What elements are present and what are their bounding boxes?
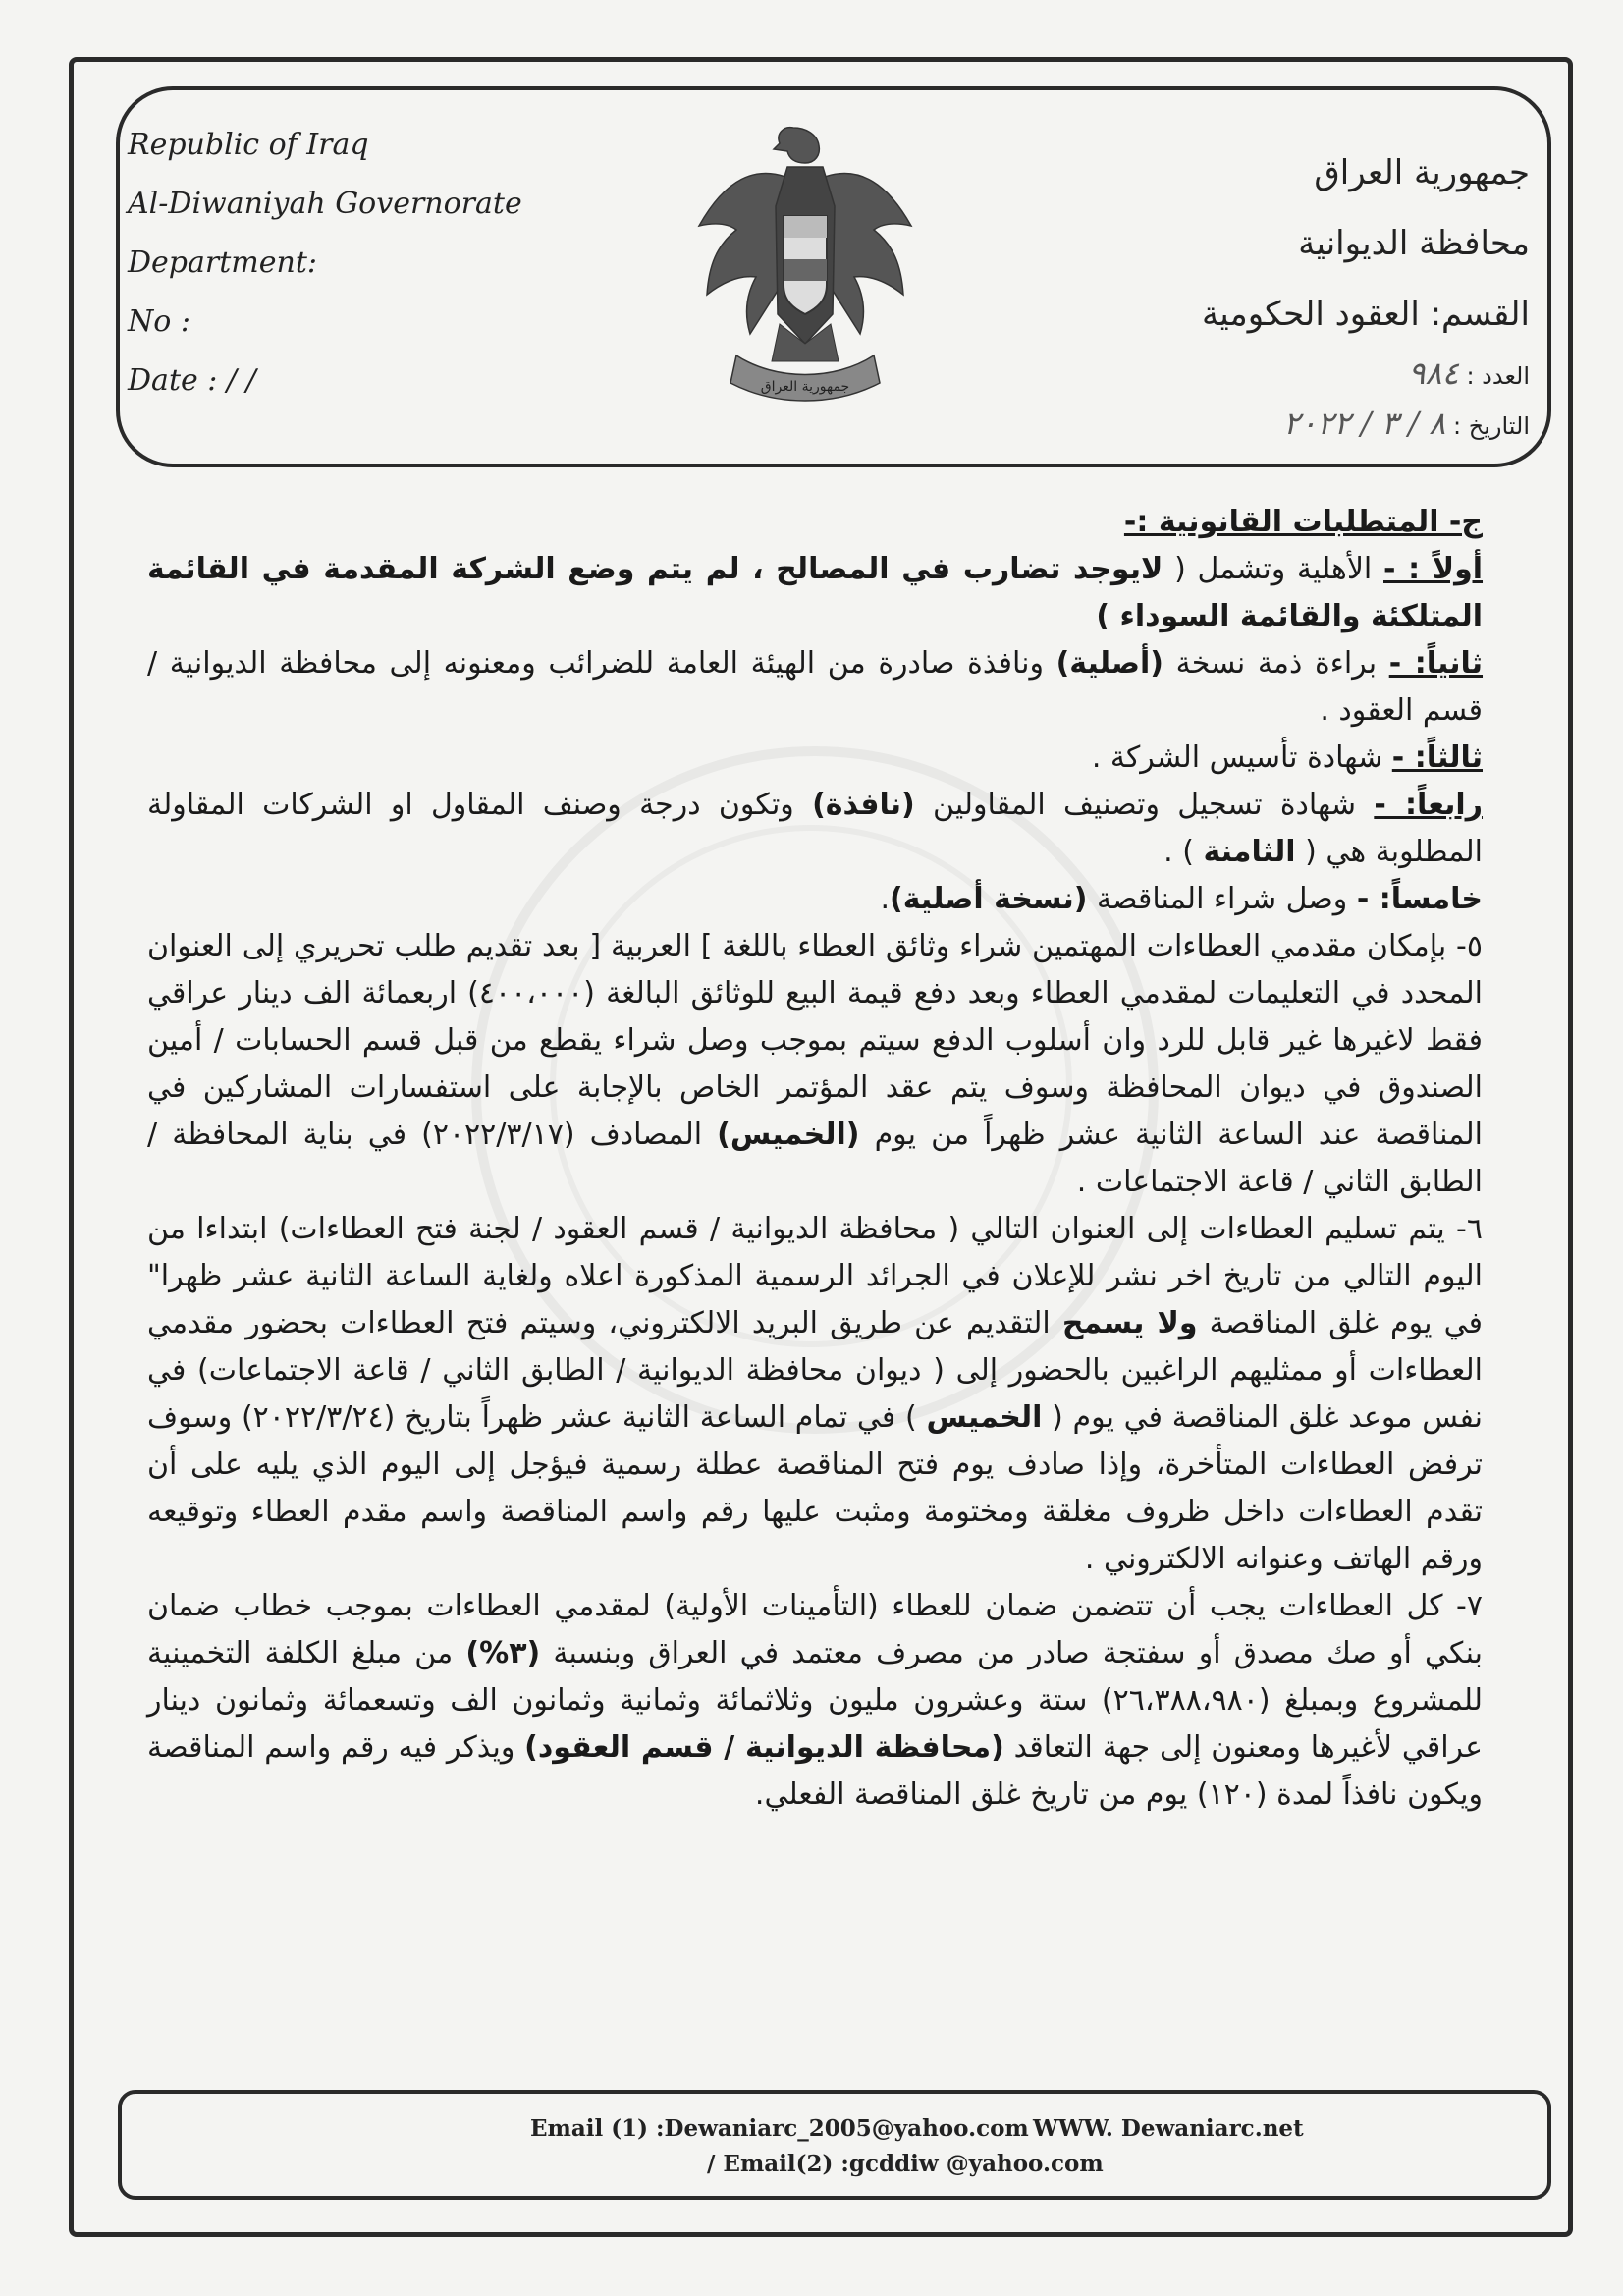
- item-2-bold: (أصلية): [1055, 646, 1163, 681]
- arabic-country: جمهورية العراق: [1314, 153, 1530, 192]
- item-2-label: ثانياً: -: [1388, 646, 1484, 681]
- requirement-item-1: [147, 546, 1483, 640]
- item-4-bold-1: (نافذة): [812, 788, 915, 822]
- paragraph-6: [147, 1206, 1483, 1583]
- paragraph-7-text-b: من مبلغ الكلفة التخمينية للمشروع وبمبلغ (٢٦،٣٨٨،٩٨٠) ستة وعشرون مليون وثلاثمائة وثمانية وثمانون الف وتسعمائة وثمانون دينار عراقي لأغيرها ومعنون إلى جهة التعاقد: [147, 1636, 1483, 1765]
- english-governorate: Al-Diwaniyah Governorate: [128, 187, 522, 221]
- footer-email-1: Email (1) :Dewaniarc_2005@yahoo.com: [530, 2115, 1029, 2142]
- item-1-text: الأهلية وتشمل (: [1163, 552, 1383, 586]
- iraq-eagle-emblem: [677, 98, 933, 422]
- arabic-date-value: ٨ / ٣ / ٢٠٢٢: [1282, 405, 1446, 442]
- item-1-bold: لايوجد تضارب في المصالح ، لم يتم وضع الشركة المقدمة في القائمة المتلكئة والقائمة السوداء ): [147, 552, 1483, 633]
- paragraph-7-text-c: ويذكر فيه رقم واسم المناقصة ويكون نافذاً لمدة (١٢٠) يوم من تاريخ غلق المناقصة الفعلي.: [147, 1730, 1483, 1812]
- arabic-number-row: [1202, 350, 1530, 400]
- arabic-number-label: العدد :: [1466, 362, 1530, 390]
- item-2-text-b: ونافذة صادرة من الهيئة العامة للضرائب ومعنونه إلى محافظة الديوانية / قسم العقود .: [147, 646, 1483, 728]
- item-4-text-b: وتكون درجة وصنف المقاول او الشركات المقاولة المطلوبة هي (: [147, 788, 1483, 869]
- emblem-banner-text: جمهورية العراق: [760, 379, 850, 395]
- paragraph-5-bold: (الخميس): [717, 1118, 860, 1152]
- arabic-date-row: [1202, 400, 1530, 450]
- english-department: Department:: [128, 246, 317, 280]
- arabic-governorate: محافظة الديوانية: [1298, 224, 1530, 263]
- paragraph-6-text-b: التقديم عن طريق البريد الالكتروني، وسيتم فتح العطاءات بحضور مقدمي العطاءات أو ممثليهم الراغبين بالحضور إلى ( ديوان محافظة الديوانية / الطابق الثاني / قاعة الاجتماعات) في نفس موعد غلق المناقصة في يوم (: [147, 1306, 1483, 1435]
- paragraph-5: [147, 923, 1483, 1206]
- footer-emails: [530, 2111, 1104, 2182]
- paragraph-6-bold-2: الخميس: [926, 1400, 1043, 1435]
- requirement-item-5: [147, 876, 1483, 923]
- paragraph-7-text-a: ٧- كل العطاءات يجب أن تتضمن ضمان للعطاء (التأمينات الأولية) لمقدمي العطاءات بموجب خطاب ضمان بنكي أو صك مصدق أو سفتجة صادر من مصرف معتمد في العراق وبنسبة: [147, 1589, 1483, 1670]
- item-5-text: وصل شراء المناقصة: [1087, 882, 1357, 916]
- english-number: No :: [128, 304, 190, 339]
- item-4-label: رابعاً: -: [1374, 788, 1483, 822]
- item-5-bold: (نسخة أصلية): [889, 882, 1088, 916]
- requirement-item-4: [147, 782, 1483, 876]
- arabic-department: القسم: العقود الحكومية: [1202, 295, 1530, 334]
- letterhead-english: [128, 116, 522, 410]
- paragraph-7-bold-1: (٣%): [465, 1636, 541, 1670]
- paragraph-6-bold-1: ولا يسمح: [1061, 1306, 1198, 1340]
- item-5-label: خامساً: -: [1356, 882, 1483, 916]
- letterhead-arabic: [1202, 137, 1530, 450]
- requirement-item-2: [147, 640, 1483, 735]
- item-3-text: شهادة تأسيس الشركة .: [1091, 740, 1392, 775]
- footer-website: WWW. Dewaniarc.net: [1033, 2115, 1304, 2142]
- paragraph-5-text-a: ٥- بإمكان مقدمي العطاءات المهتمين شراء وثائق العطاء باللغة ] العربية [ بعد تقديم طلب تحريري إلى العنوان المحدد في التعليمات لمقدمي العطاء وبعد دفع قيمة البيع للوثائق البالغة (٤٠٠،٠٠٠) اربعمائة الف دينار عراقي فقط لاغيرها غير قابل للرد وان أسلوب الدفع سيتم بموجب وصل شراء يقطع من قبل قسم الحسابات / أمين الصندوق في ديوان المحافظة وسوف يتم عقد المؤتمر الخاص بالإجابة على استفسارات المشاركين في المناقصة عند الساعة الثانية عشر ظهراً من يوم: [147, 929, 1483, 1152]
- paragraph-7: [147, 1583, 1483, 1819]
- item-4-text-c: ) .: [1163, 835, 1204, 869]
- paragraph-7-bold-2: (محافظة الديوانية / قسم العقود): [524, 1730, 1004, 1765]
- item-3-label: ثالثاً: -: [1391, 740, 1483, 775]
- section-heading: ج- المتطلبات القانونية :-: [1123, 505, 1483, 539]
- paragraph-5-text-b: المصادف (٢٠٢٢/٣/١٧) في بناية المحافظة / الطابق الثاني / قاعة الاجتماعات .: [147, 1118, 1483, 1199]
- document-body: [147, 499, 1483, 1819]
- arabic-number-value: ٩٨٤: [1408, 355, 1459, 392]
- english-country: Republic of Iraq: [128, 128, 369, 162]
- footer-email-2: / Email(2) :gcddiw @yahoo.com: [707, 2151, 1104, 2177]
- paragraph-6-text-a: ٦- يتم تسليم العطاءات إلى العنوان التالي ( محافظة الديوانية / قسم العقود / لجنة فتح العطاءات) ابتداءا من اليوم التالي من تاريخ اخر نشر للإعلان في الجرائد الرسمية المذكورة اعلاه ولغاية الساعة الثانية عشر ظهرا" في يوم غلق المناقصة: [147, 1212, 1483, 1340]
- english-date: Date : / /: [128, 363, 256, 398]
- item-2-text-a: براءة ذمة نسخة: [1163, 646, 1389, 681]
- arabic-date-label: التاريخ :: [1452, 412, 1530, 440]
- requirement-item-3: [147, 735, 1483, 782]
- item-4-bold-2: الثامنة: [1203, 835, 1296, 869]
- item-1-label: أولاً : -: [1383, 552, 1484, 586]
- item-5-end: .: [880, 882, 890, 916]
- item-4-text-a: شهادة تسجيل وتصنيف المقاولين: [914, 788, 1375, 822]
- paragraph-6-text-c: ) في تمام الساعة الثانية عشر ظهراً بتاريخ (٢٠٢٢/٣/٢٤) وسوف ترفض العطاءات المتأخرة، وإذا صادف يوم فتح المناقصة عطلة رسمية فيؤجل إلى اليوم الذي يليه على أن تقدم العطاءات داخل ظروف مغلقة ومختومة ومثبت عليها رقم واسم المناقصة واسم مقدم العطاء وتوقيعه ورقم الهاتف وعنوانه الالكتروني .: [147, 1400, 1483, 1576]
